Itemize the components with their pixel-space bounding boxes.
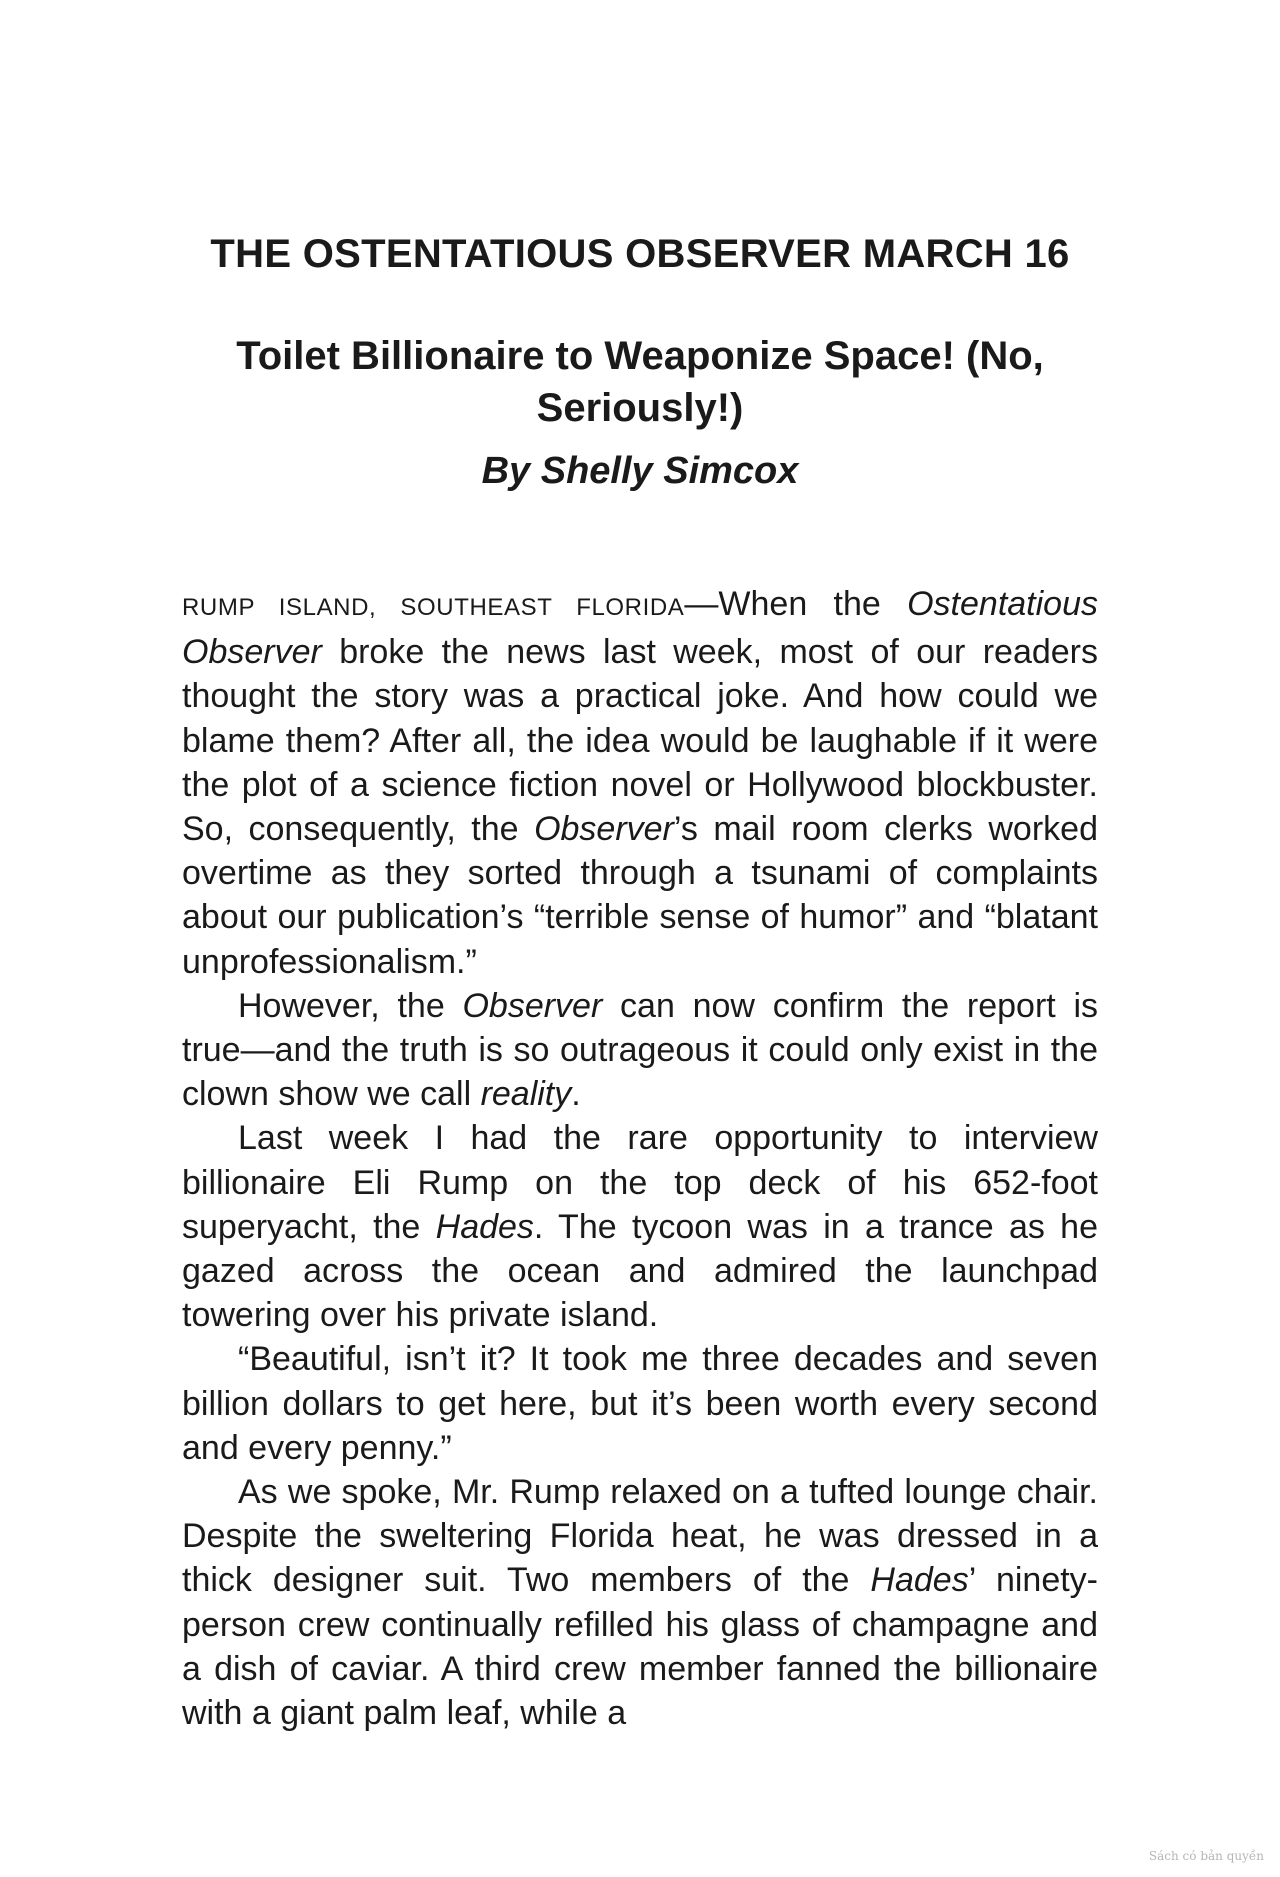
p5-text-c: ’ ninety-person crew continually refilled his glass of champagne and a dish of caviar. A third crew member fanned the billionaire with a giant palm leaf, while a [182,1561,1098,1733]
p5-hades: Hades [870,1561,969,1600]
p2-text-a: However, the [238,986,463,1025]
article-body [182,582,1098,1735]
publication-title: THE OSTENTATIOUS OBSERVER MARCH 16 [210,232,1070,276]
p1-text-c: broke the news last week, most of our readers thought the story was a practical joke. And how could we blame them? After all, the idea would be laughable if it were the plot of a science fiction novel or Hollywood blockbuster. So, consequently, the [182,633,1098,849]
p2-text-e: . [571,1075,581,1114]
p1-observer: Observer [534,810,674,849]
paragraph-2 [182,984,1098,1117]
p1-text-e: ’s mail room clerks worked overtime as they sorted through a tsunami of complaints about our publication’s “terrible sense of humor” and “blatant unprofessionalism.” [182,810,1098,981]
p1-publication-name: Ostentatious Observer [182,585,1098,672]
p5-text-a: As we spoke, Mr. Rump relaxed on a tufted lounge chair. Despite the sweltering Florida heat, he was dressed in a thick designer suit. Two members of the [182,1473,1098,1600]
copyright-watermark: Sách có bản quyền [1148,1849,1264,1863]
p3-text-a: Last week I had the rare opportunity to interview billionaire Eli Rump on the top deck of his 652-foot superyacht, the [182,1119,1098,1246]
p2-observer: Observer [462,986,603,1025]
article-byline: By Shelly Simcox [481,450,799,492]
p2-text-c: can now confirm the report is true—and the truth is so outrageous it could only exist in the clown show we call [182,986,1098,1114]
p2-reality: reality [480,1075,572,1114]
paragraph-5 [182,1470,1098,1735]
dateline: RUMP ISLAND, SOUTHEAST FLORIDA [182,594,685,621]
article-headline: Toilet Billionaire to Weaponize Space! (No, Seriously!) [236,334,1044,430]
p1-text-a: —When the [684,585,908,623]
paragraph-4: “Beautiful, isn’t it? It took me three decades and seven billion dollars to get here, but it’s been worth every second and every penny.” [182,1340,1098,1467]
paragraph-3 [182,1116,1098,1337]
p3-hades: Hades [435,1207,534,1246]
paragraph-1 [182,582,1098,984]
p3-text-c: . The tycoon was in a trance as he gazed across the ocean and admired the launchpad towering over his private island. [182,1207,1098,1335]
